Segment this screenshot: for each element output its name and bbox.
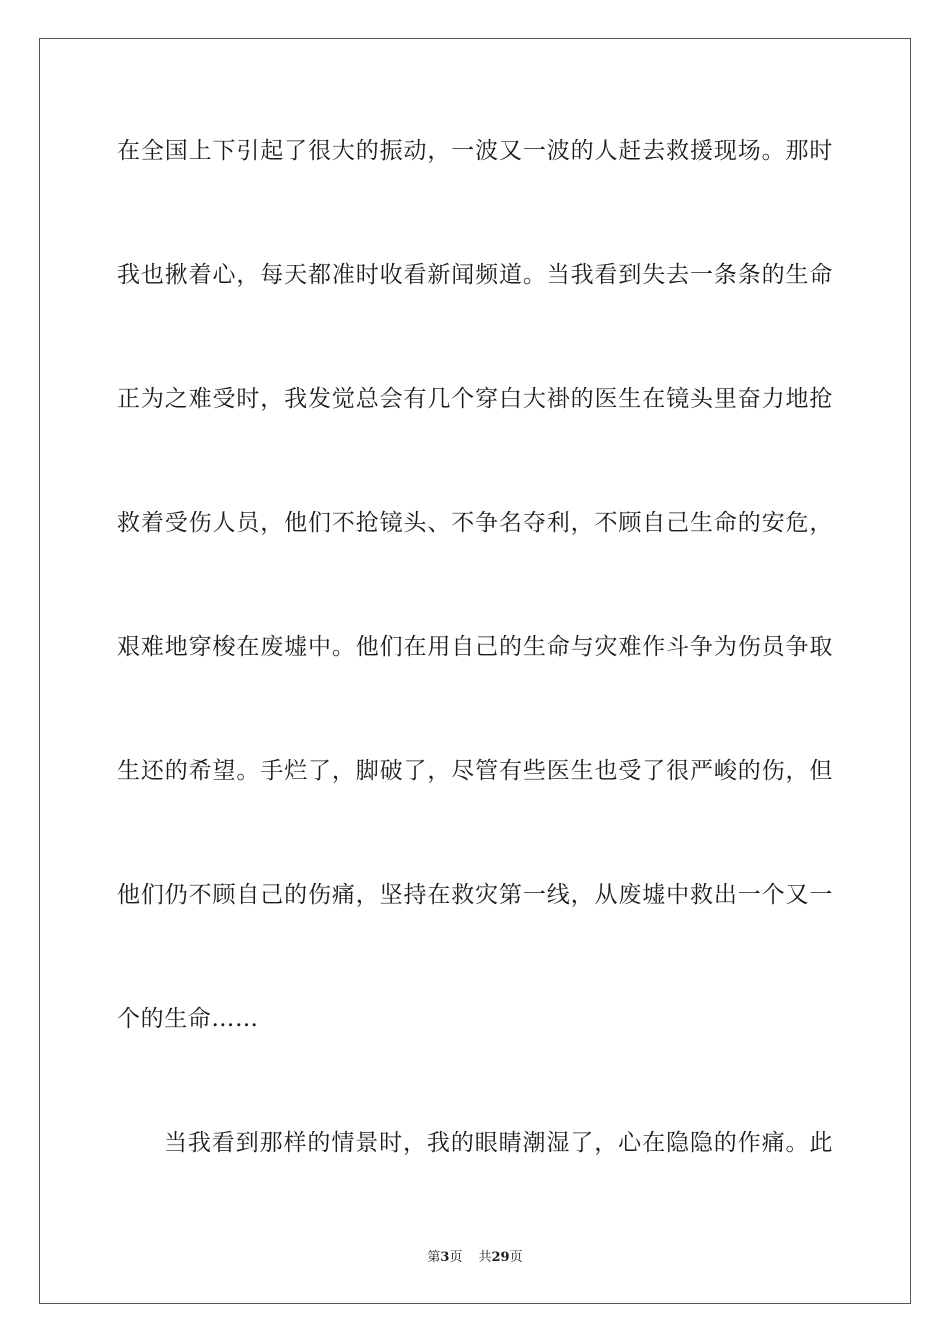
text-line: 生还的希望。手烂了，脚破了，尽管有些医生也受了很严峻的伤，但 — [117, 758, 833, 784]
paragraph-start-line: 当我看到那样的情景时，我的眼睛潮湿了，心在隐隐的作痛。此 — [164, 1130, 833, 1156]
text-line: 个的生命…… — [117, 1006, 259, 1032]
total-prefix: 共 — [478, 1250, 492, 1265]
text-line: 我也揪着心，每天都准时收看新闻频道。当我看到失去一条条的生命 — [117, 262, 833, 288]
text-line: 艰难地穿梭在废墟中。他们在用自己的生命与灾难作斗争为伤员争取 — [117, 634, 833, 660]
total-pages: 29 — [491, 1250, 510, 1265]
text-line: 救着受伤人员，他们不抢镜头、不争名夺利，不顾自己生命的安危， — [117, 510, 833, 536]
page-prefix: 第 — [427, 1250, 441, 1265]
page-suffix: 页 — [449, 1250, 463, 1265]
text-line: 他们仍不顾自己的伤痛，坚持在救灾第一线，从废墟中救出一个又一 — [117, 882, 833, 908]
text-line: 正为之难受时，我发觉总会有几个穿白大褂的医生在镜头里奋力地抢 — [117, 386, 833, 412]
page-number: 3 — [440, 1250, 450, 1265]
total-suffix: 页 — [509, 1250, 523, 1265]
text-line: 在全国上下引起了很大的振动，一波又一波的人赶去救援现场。那时 — [117, 138, 833, 164]
page-border — [39, 38, 911, 1304]
page-footer — [0, 1246, 950, 1265]
